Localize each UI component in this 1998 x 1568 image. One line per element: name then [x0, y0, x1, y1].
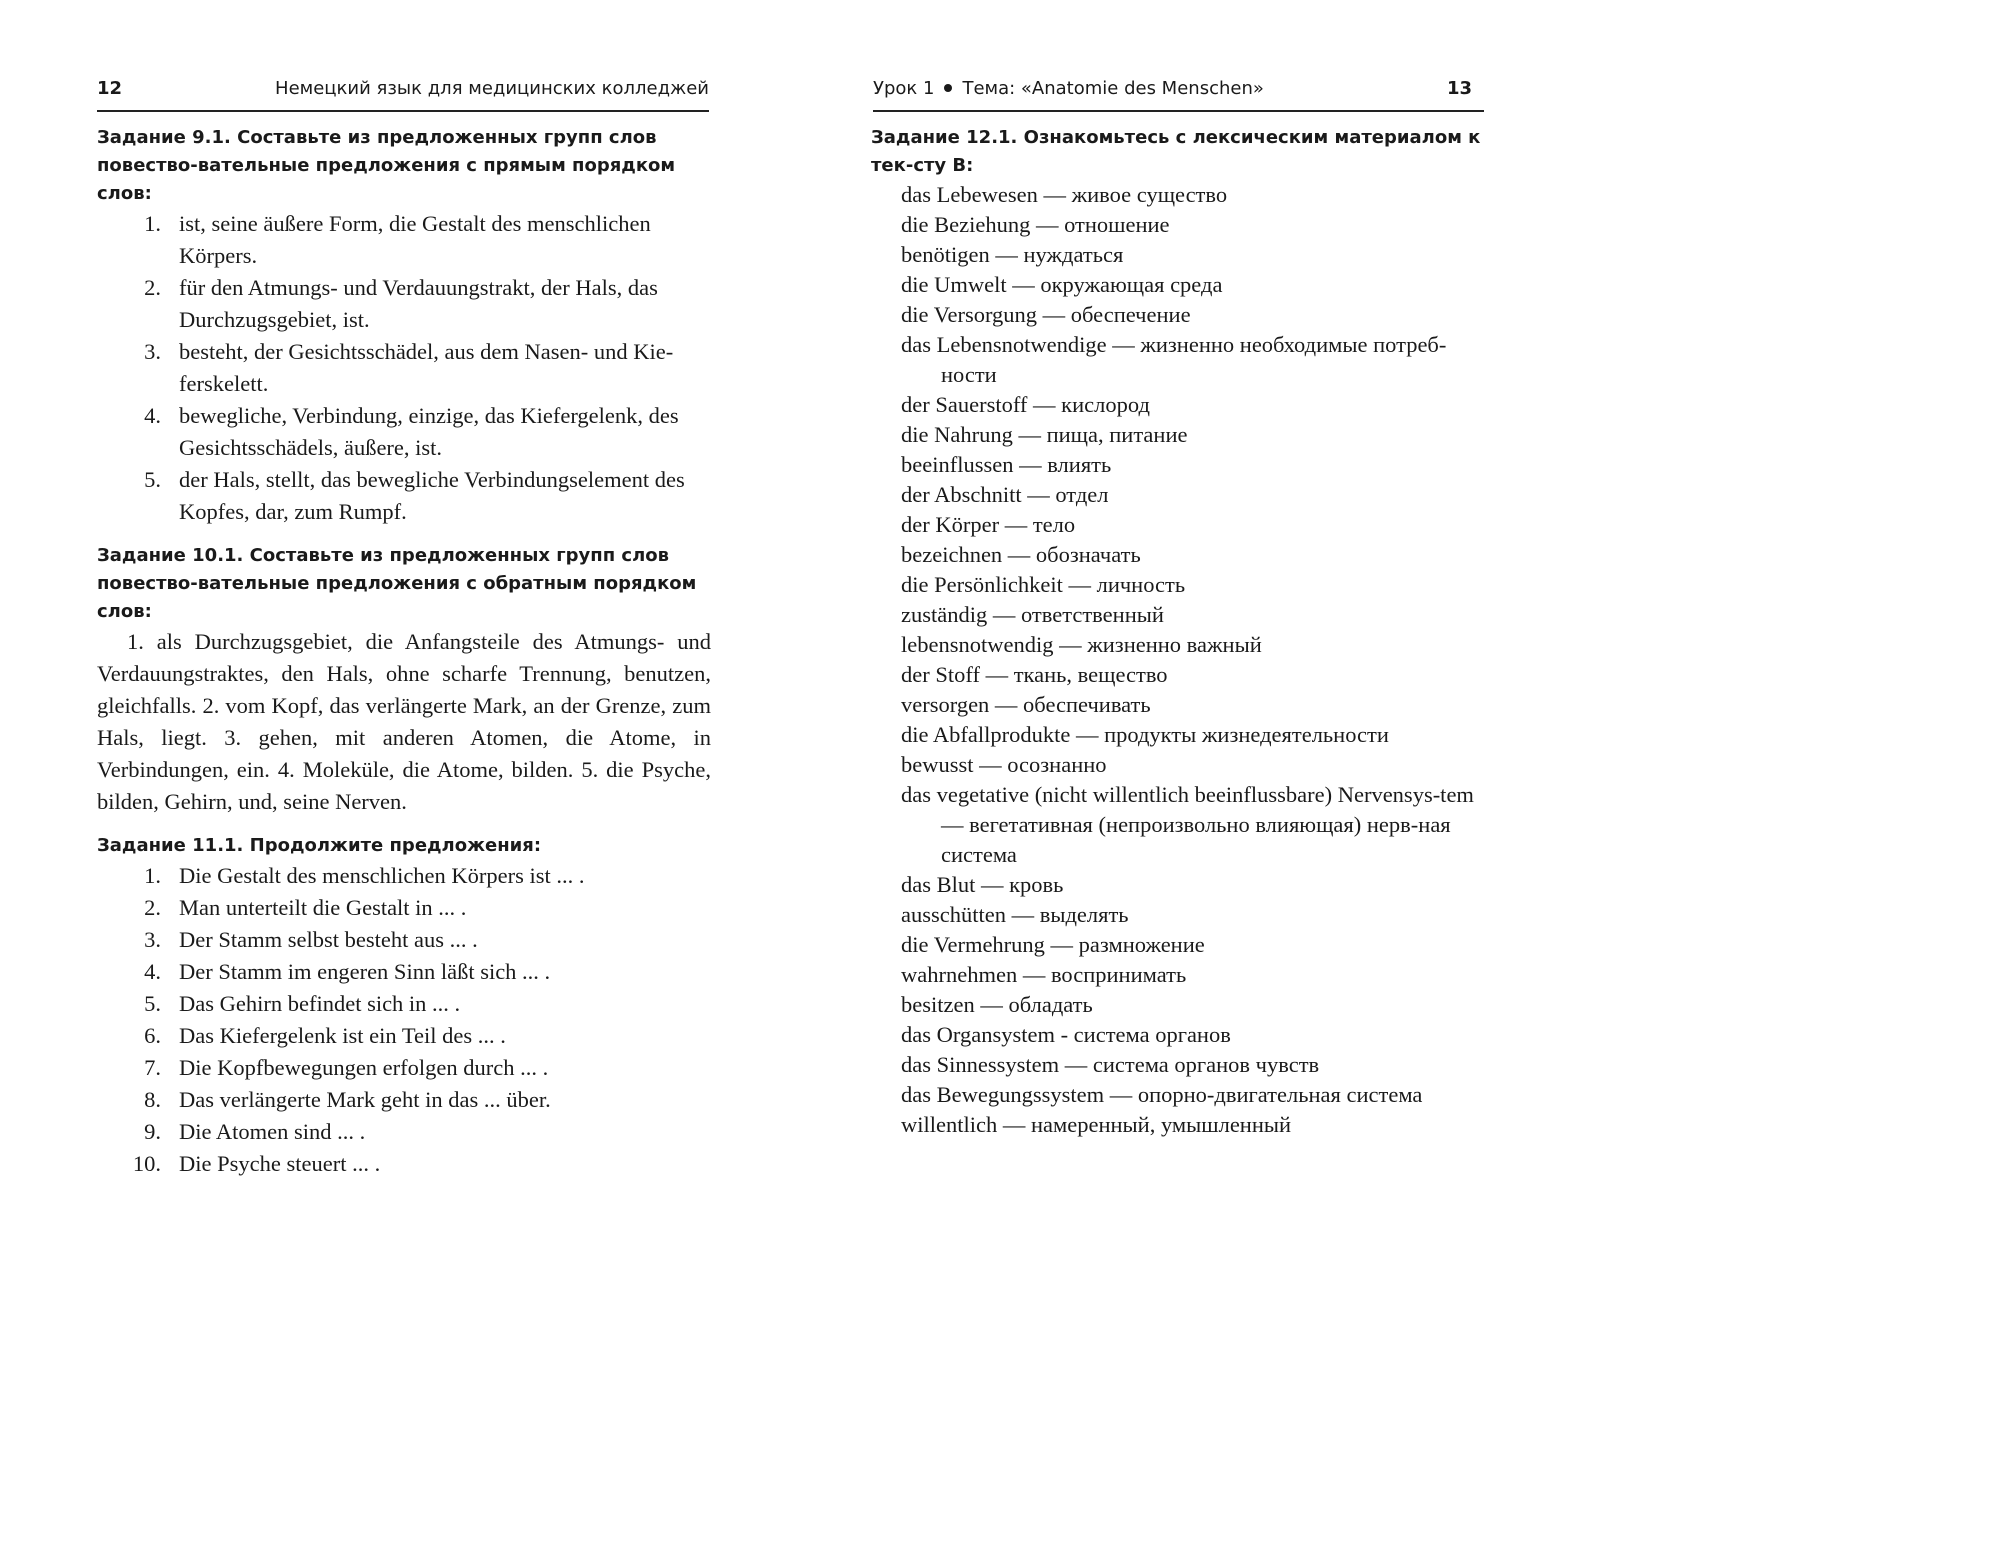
- task-11-title: Задание 11.1. Продолжите предложения:: [97, 835, 542, 856]
- lesson-label: Урок 1: [873, 78, 935, 99]
- list-item: 10. Die Psyche steuert ... .: [132, 1151, 381, 1176]
- list-item: das Lebensnotwendige — жизненно необходимые потреб-ности: [901, 332, 1447, 387]
- list-item: benötigen — нуждаться: [901, 242, 1124, 267]
- list-item: willentlich — намеренный, умышленный: [901, 1112, 1292, 1137]
- list-item: der Stoff — ткань, вещество: [901, 662, 1168, 687]
- list-item: versorgen — обеспечивать: [901, 692, 1151, 717]
- list-item: der Sauerstoff — кислород: [901, 392, 1150, 417]
- list-item: die Beziehung — отношение: [901, 212, 1170, 237]
- left-page-header: [97, 76, 709, 106]
- list-item: das Lebewesen — живое существо: [901, 182, 1228, 207]
- running-title: Немецкий язык для медицинских колледжей: [275, 78, 709, 99]
- list-item: besitzen — обладать: [901, 992, 1093, 1017]
- page-number: 13: [1446, 78, 1472, 99]
- list-item: 9. Die Atomen sind ... .: [144, 1119, 366, 1144]
- list-item: die Vermehrung — размножение: [901, 932, 1205, 957]
- list-item: 7. Die Kopfbewegungen erfolgen durch ... .: [144, 1055, 549, 1080]
- running-title: [873, 78, 1264, 99]
- list-item: 4. Der Stamm im engeren Sinn läßt sich ... .: [144, 959, 551, 984]
- list-item: 3. besteht, der Gesichtsschädel, aus dem Nasen- und Kie-ferskelett.: [144, 339, 674, 396]
- list-item: das Bewegungssystem — опорно-двигательная система: [901, 1082, 1423, 1107]
- list-item: 1. ist, seine äußere Form, die Gestalt des menschlichen Körpers.: [144, 211, 651, 268]
- list-item: die Nahrung — пища, питание: [901, 422, 1188, 447]
- list-item: 2. für den Atmungs- und Verdauungstrakt, der Hals, das Durchzugsgebiet, ist.: [144, 275, 658, 332]
- header-rule: [97, 110, 709, 112]
- list-item: lebensnotwendig — жизненно важный: [901, 632, 1262, 657]
- list-item: 6. Das Kiefergelenk ist ein Teil des ... .: [144, 1023, 506, 1048]
- list-item: das vegetative (nicht willentlich beeinflussbare) Nervensys-tem — вегетативная (непроизвольно влияющая) нерв-ная система: [901, 782, 1474, 867]
- list-item: das Sinnessystem — система органов чувств: [901, 1052, 1320, 1077]
- list-item: 1. Die Gestalt des menschlichen Körpers ist ... .: [144, 863, 585, 888]
- list-item: 5. der Hals, stellt, das bewegliche Verbindungselement des Kopfes, dar, zum Rumpf.: [144, 467, 685, 524]
- topic-label: Тема: «Anatomie des Menschen»: [962, 78, 1264, 99]
- list-item: der Abschnitt — отдел: [901, 482, 1109, 507]
- task-9-title: Задание 9.1. Составьте из предложенных групп слов повество-вательные предложения с прямым порядком слов:: [97, 127, 676, 204]
- list-item: die Versorgung — обеспечение: [901, 302, 1191, 327]
- list-item: die Persönlichkeit — личность: [901, 572, 1186, 597]
- list-item: ausschütten — выделять: [901, 902, 1129, 927]
- right-page-header: [873, 76, 1484, 106]
- list-item: bezeichnen — обозначать: [901, 542, 1141, 567]
- list-item: wahrnehmen — воспринимать: [901, 962, 1187, 987]
- list-item: das Organsystem - система органов: [901, 1022, 1231, 1047]
- left-page: [0, 0, 784, 1232]
- task-9-list: [97, 208, 711, 528]
- page-number: 12: [97, 78, 123, 99]
- list-item: 8. Das verlängerte Mark geht in das ... über.: [144, 1087, 551, 1112]
- vocabulary-list: [871, 180, 1486, 1140]
- task-10-title: Задание 10.1. Составьте из предложенных групп слов повество-вательные предложения с обратным порядком слов:: [97, 545, 697, 622]
- list-item: zuständig — ответственный: [901, 602, 1164, 627]
- list-item: bewusst — осознанно: [901, 752, 1107, 777]
- right-page: [784, 0, 1568, 1232]
- header-rule: [873, 110, 1484, 112]
- list-item: 5. Das Gehirn befindet sich in ... .: [144, 991, 461, 1016]
- bullet-icon: [944, 84, 952, 92]
- list-item: 2. Man unterteilt die Gestalt in ... .: [144, 895, 467, 920]
- right-page-content: [871, 124, 1486, 1140]
- task-11-list: [97, 860, 711, 1180]
- list-item: das Blut — кровь: [901, 872, 1064, 897]
- task-10-paragraph: 1. als Durchzugsgebiet, die Anfangsteile des Atmungs- und Verdauungstraktes, den Hals, ohne scharfe Trennung, benutzen, gleichfalls. 2. vom Kopf, das verlängerte Mark, an der Grenze, zum Hals, liegt. 3. gehen, mit anderen Atomen, die Atome, in Verbindungen, ein. 4. Moleküle, die Atome, bilden. 5. die Psyche, bilden, Gehirn, und, seine Nerven.: [97, 629, 711, 814]
- list-item: 4. bewegliche, Verbindung, einzige, das Kiefergelenk, des Gesichtsschädels, äußere, ist.: [144, 403, 679, 460]
- task-12-title: Задание 12.1. Ознакомьтесь с лексическим материалом к тек-сту В:: [871, 127, 1481, 176]
- list-item: die Abfallprodukte — продукты жизнедеятельности: [901, 722, 1389, 747]
- list-item: beeinflussen — влиять: [901, 452, 1112, 477]
- list-item: die Umwelt — окружающая среда: [901, 272, 1223, 297]
- list-item: 3. Der Stamm selbst besteht aus ... .: [144, 927, 478, 952]
- list-item: der Körper — тело: [901, 512, 1076, 537]
- left-page-content: [97, 124, 711, 1180]
